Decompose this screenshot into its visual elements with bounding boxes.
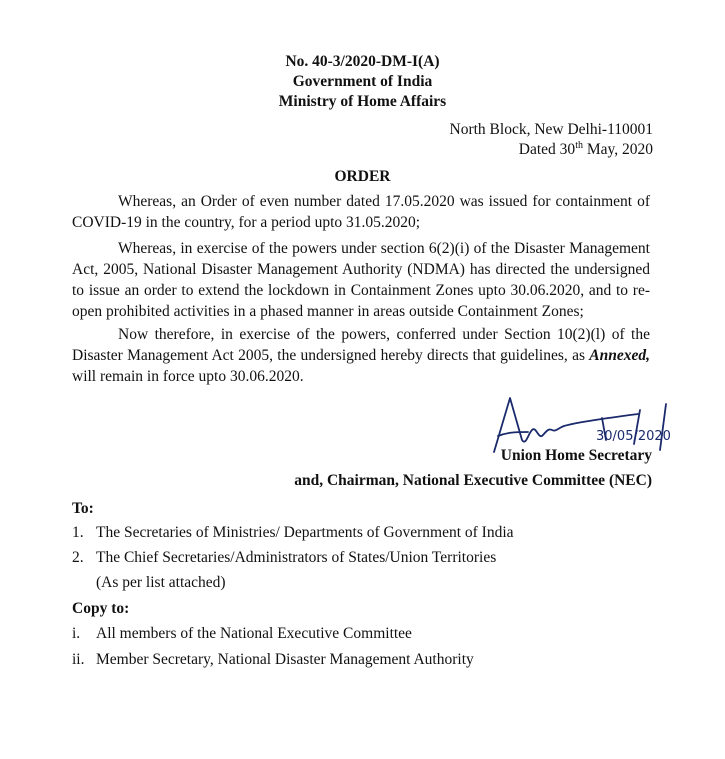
- to-item-number: 2.: [72, 549, 84, 566]
- to-label: To:: [72, 500, 94, 517]
- order-date: [450, 140, 653, 160]
- copy-item-number: ii.: [72, 651, 85, 668]
- address-place: North Block, New Delhi-110001: [449, 121, 653, 138]
- signatory-subtitle: and, Chairman, National Executive Committee (NEC): [294, 472, 652, 489]
- date-suffix: May, 2020: [582, 141, 653, 158]
- order-number: No. 40-3/2020-DM-I(A): [285, 53, 440, 70]
- to-item: [72, 522, 514, 543]
- signatory-title: Union Home Secretary: [500, 447, 652, 464]
- paragraph-whereas-1: Whereas, an Order of even number dated 17.05.2020 was issued for containment of COVID-19 in the country, for a period upto 31.05.2020;: [72, 193, 650, 231]
- to-note: (As per list attached): [96, 574, 226, 591]
- p3-annexed: Annexed,: [589, 347, 650, 364]
- document-header: [0, 52, 725, 112]
- to-item-text: The Chief Secretaries/Administrators of States/Union Territories: [96, 549, 497, 566]
- copy-item-text: Member Secretary, National Disaster Management Authority: [96, 651, 474, 668]
- government-name: Government of India: [292, 73, 433, 90]
- copy-to-label: Copy to:: [72, 600, 130, 617]
- copy-item: [72, 623, 412, 644]
- ministry-name: Ministry of Home Affairs: [278, 93, 447, 110]
- handwritten-date: 30/05/2020: [596, 429, 671, 444]
- p3-text-after: will remain in force upto 30.06.2020.: [72, 368, 304, 385]
- p3-text-before: Now therefore, in exercise of the powers, conferred under Section 10(2)(l) of the Disaster Management Act 2005, the undersigned hereby directs that guidelines, as: [72, 326, 650, 364]
- copy-item-text: All members of the National Executive Committee: [96, 625, 412, 642]
- paragraph-now-therefore: [72, 324, 650, 387]
- paragraph-whereas-2: Whereas, in exercise of the powers under section 6(2)(i) of the Disaster Management Act, 2005, National Disaster Management Authority (NDMA) has directed the undersigned to issue an order to extend the lockdown in Containment Zones upto 30.06.2020, and to re-open prohibited activities in a phased manner in areas outside Containment Zones;: [72, 240, 650, 320]
- copy-item-number: i.: [72, 625, 81, 642]
- date-ordinal: th: [575, 139, 583, 151]
- date-prefix: Dated 30: [518, 141, 576, 158]
- to-item-number: 1.: [72, 524, 84, 541]
- copy-item: [72, 649, 474, 670]
- address-block: [450, 120, 653, 160]
- to-item-text: The Secretaries of Ministries/ Departments of Government of India: [96, 524, 514, 541]
- to-item: [72, 547, 496, 568]
- order-title: ORDER: [334, 168, 391, 185]
